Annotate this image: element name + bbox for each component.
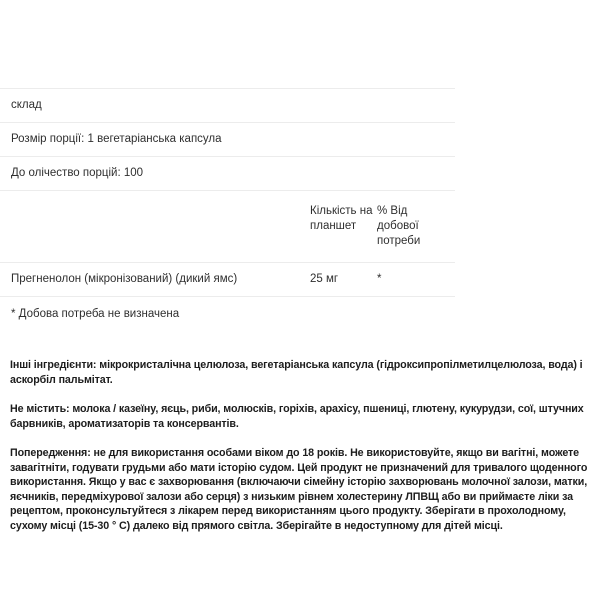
servings-per-container-label: До олічество порцій: 100	[11, 167, 144, 179]
table-row-title	[0, 88, 455, 122]
column-header-amount: Кількість на планшет	[310, 205, 373, 232]
daily-value-footnote: * Добова потреба не визначена	[0, 296, 455, 334]
serving-size-label: Розмір порції: 1 вегетаріанська капсула	[11, 133, 222, 145]
table-row	[0, 262, 455, 296]
ingredient-amount: 25 мг	[310, 273, 339, 285]
warning-paragraph: Попередження: не для використання особами віком до 18 років. Не використовуйте, якщо ви вагітні, можете завагітніти, годувати грудьми або мати історію судом. Цей продукт не призначений для тривалого щоденного використання. Якщо у вас є захворювання (включаючи сімейну історію захворювань молочної залози, матки, яєчників, передміхурової залози або серця) з низьким рівнем холестерину ЛПВЩ або ви приймаєте ліки за рецептом, проконсультуйтеся з лікарем перед використанням цього продукту. Зберігати в прохолодному, сухому місці (15-30 ° C) далеко від прямого світла. Зберігайте в недоступному для дітей місці.	[10, 447, 588, 532]
table-row-servings-per-container	[0, 156, 455, 190]
other-ingredients-paragraph: Інші інгредієнти: мікрокристалічна целюлоза, вегетаріанська капсула (гідроксипропілметилцелюлоза, вода) і аскорбіл пальмітат.	[10, 359, 583, 386]
contains-no-paragraph: Не містить: молока / казеїну, яєць, риби, молюсків, горіхів, арахісу, пшениці, глютену, кукурудзи, сої, штучних барвників, ароматизаторів та консервантів.	[10, 403, 584, 430]
column-header-daily-value: % Від добової потреби	[377, 205, 421, 247]
table-header-row	[0, 190, 455, 262]
facts-title: склад	[11, 99, 42, 111]
ingredient-name: Прегненолон (мікронізований) (дикий ямс)	[11, 273, 238, 285]
ingredient-daily-value: *	[377, 273, 382, 285]
supplement-facts-table	[0, 88, 455, 334]
product-description-text	[10, 358, 590, 533]
table-row-serving-size	[0, 122, 455, 156]
